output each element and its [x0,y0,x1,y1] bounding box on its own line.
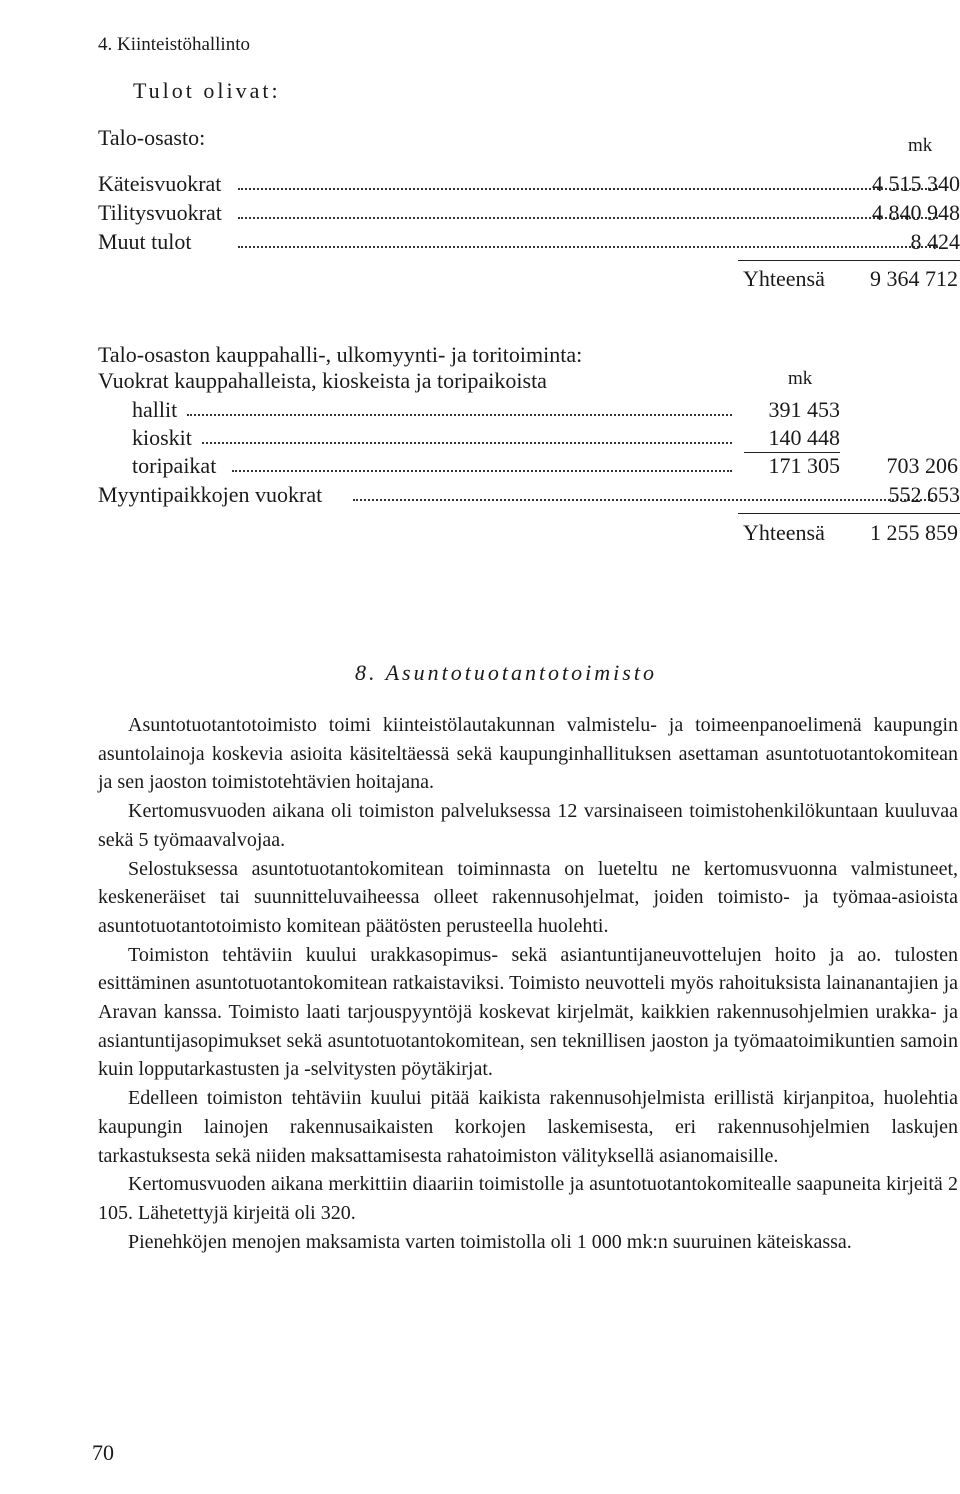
talo-osasto-unit: mk [908,135,933,156]
row-label: Tilitysvuokrat [98,200,226,226]
subtotal-value: 703 206 [886,453,958,478]
leader-dots [202,442,732,444]
total-value: 1 255 859 [870,520,958,545]
table-row [132,397,840,425]
row-label: Muut tulot [98,229,196,255]
paragraph: Toimiston tehtäviin kuului urakkasopimus- sekä asiantuntijaneuvottelujen hoito ja ao. tulosten esittäminen asuntotuotantokomitean ratkaistaviksi. Toimisto neuvotteli myös rahoituksista lainanantajien ja Aravan kanssa. Toimisto laati tarjouspyyntöjä koskevat kirjelmät, kaikkien rakennusohjelmien urakka- ja asiantuntijasopimukset sekä asuntotuotantokomitean, sen teknillisen jaoston ja työmaatoimikuntien samoin kuin lopputarkastusten ja -selvitysten pöytäkirjat. [98,943,958,1081]
paragraph: Asuntotuotantotoimisto toimi kiinteistölautakunnan valmistelu- ja toimeenpanoelimenä kaupungin asuntolainoja koskevia asioita käsiteltäessä sekä kaupunginhallituksen asettaman asuntotuotantokomitean ja sen jaoston toimistotehtävien hoitajana. [98,714,958,794]
paragraph: Kertomusvuoden aikana merkittiin diaariin toimistolle ja asuntotuotantokomitealle saapuneita kirjeitä 2 105. Lähetettyjä kirjeitä oli 320. [98,1173,958,1224]
paragraph: Pienehköjen menojen maksamista varten toimistolla oli 1 000 mk:n suuruinen käteiskassa. [128,1230,852,1253]
table-row [132,453,840,481]
total-value: 9 364 712 [870,266,958,291]
kauppahalli-title: Talo-osaston kauppahalli-, ulkomyynti- ja toritoiminta: [98,342,583,367]
total-label: Yhteensä [743,520,825,545]
talo-osasto-title: Talo-osasto: [98,125,206,150]
row-value: 391 453 [768,397,840,422]
total-rule [738,513,960,514]
leader-dots [238,217,938,219]
leader-dots [353,499,933,501]
row-value: 4 840 948 [872,200,960,225]
body-text [98,711,958,1256]
table-row [98,229,960,257]
section-title [355,660,657,686]
total-rule [738,260,960,261]
row-label: Myyntipaikkojen vuokrat [98,482,326,508]
row-value: 171 305 [768,453,840,478]
leader-dots [232,470,732,472]
kauppahalli-unit: mk [788,368,813,389]
paragraph: Selostuksessa asuntotuotantokomitean toiminnasta on lueteltu ne kertomusvuonna valmistuneet, keskeneräiset tai suunnitteluvaiheessa olleet rakennusohjelmat, joiden toimisto- ja työmaa-asioista asuntotuotantotoimisto komitean päätösten perusteella huolehti. [98,857,958,937]
page-header: 4. Kiinteistöhallinto [98,34,250,55]
paragraph: Edelleen toimiston tehtäviin kuului pitää kaikista rakennusohjelmista erillistä kirjanpitoa, huolehtia kaupungin lainojen rakennusaikaisten korkojen laskemisesta, eri rakennusohjelmien laskujen tarkastuksesta sekä niiden maksattamisesta rahatoimiston välityksellä asianomaisille. [98,1087,958,1167]
kauppahalli-subtitle: Vuokrat kauppahalleista, kioskeista ja toripaikoista [98,368,547,393]
row-value: 552 653 [888,482,960,507]
row-value: 8 424 [910,229,960,254]
table-row [98,482,960,510]
table-row [98,171,960,199]
row-label: kioskit [132,425,196,451]
table-row [132,425,840,453]
section-number: 8. [355,660,378,685]
page-number: 70 [92,1440,114,1465]
row-label: Käteisvuokrat [98,171,225,197]
tulot-heading: Tulot olivat: [133,78,281,103]
row-label: hallit [132,397,181,423]
leader-dots [238,246,938,248]
row-label: toripaikat [132,453,220,479]
section-name: Asuntotuotantotoimisto [385,660,657,685]
leader-dots [238,188,938,190]
row-value: 140 448 [768,425,840,450]
paragraph: Kertomusvuoden aikana oli toimiston palveluksessa 12 varsinaiseen toimistohenkilökuntaan kuuluvaa sekä 5 työmaavalvojaa. [98,800,958,851]
leader-dots [187,414,732,416]
row-value: 4 515 340 [872,171,960,196]
subtotal-rule [744,452,840,453]
total-label: Yhteensä [743,266,825,291]
table-row [98,200,960,228]
